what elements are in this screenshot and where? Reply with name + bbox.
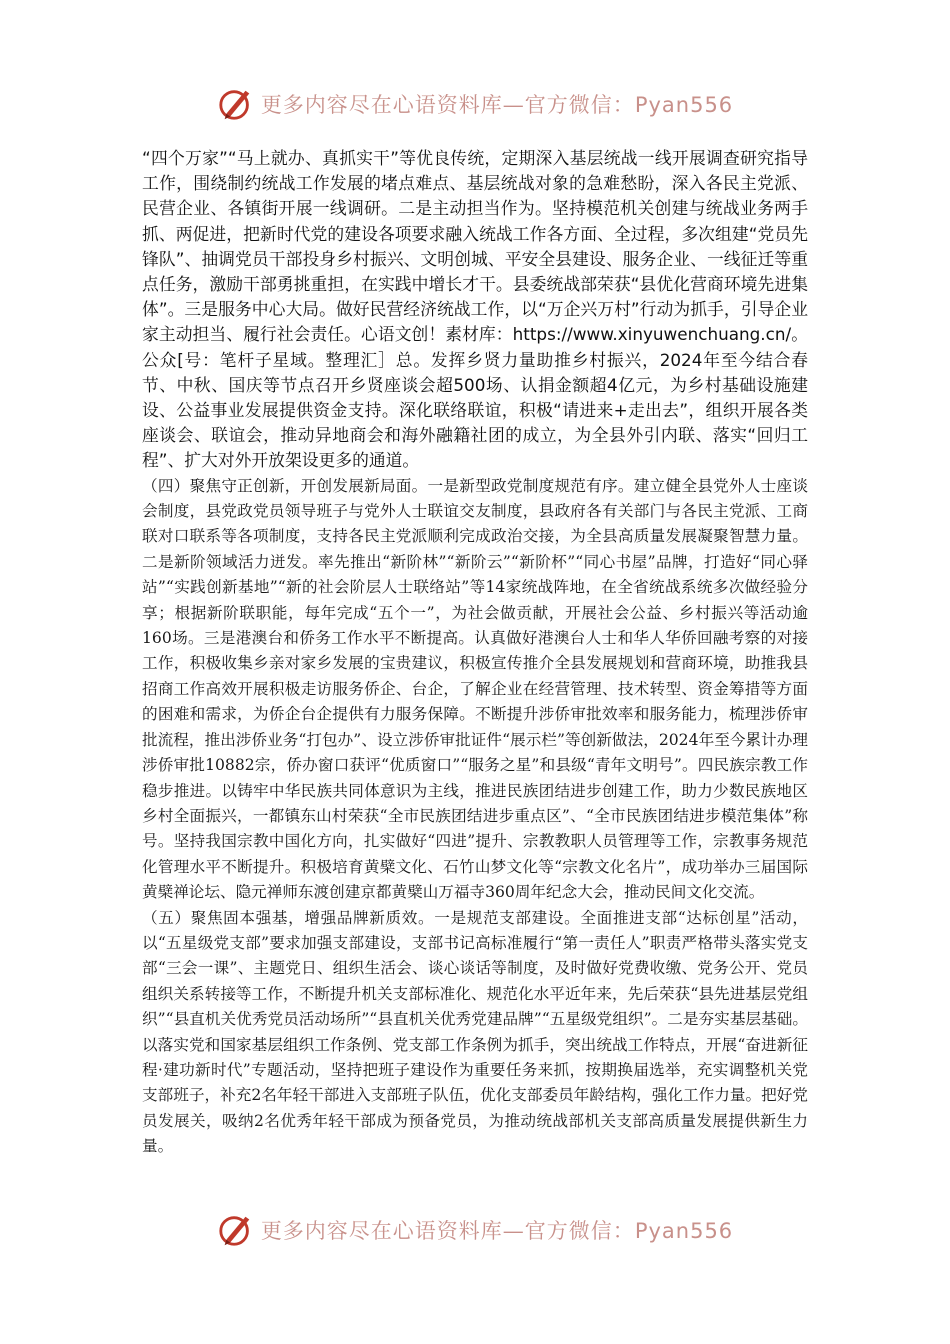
footer-wechat-id: Pyan556: [634, 1219, 734, 1243]
header-wechat-id: Pyan556: [634, 93, 734, 117]
paragraph-section-four: （四）聚焦守正创新，开创发展新局面。一是新型政党制度规范有序。建立健全县党外人士座谈会制度，县党政党员领导班子与党外人士联谊交友制度，县政府各有关部门与各民主党派、工商联对口联系等各项制度，支持各民主党派顺利完成政治交接，为全县高质量发展凝聚智慧力量。二是新阶领域活力迸发。率先推出“新阶林”“新阶云”“新阶杯”“同心书屋”品牌，打造好“同心驿站”“实践创新基地”“新的社会阶层人士联络站”等14家统战阵地，在全省统战系统多次做经验分享；根据新阶联职能，每年完成“五个一”，为社会做贡献，开展社会公益、乡村振兴等活动逾160场。三是港澳台和侨务工作水平不断提高。认真做好港澳台人士和华人华侨回融考察的对接工作，积极收集乡亲对家乡发展的宝贵建议，积极宣传推介全县发展规划和营商环境，助推我县招商工作高效开展积极走访服务侨企、台企，了解企业在经营管理、技术转型、资金筹措等方面的困难和需求，为侨企台企提供有力服务保障。不断提升涉侨审批效率和服务能力，梳理涉侨审批流程，推出涉侨业务“打包办”、设立涉侨审批证件“展示栏”等创新做法，2024年至今累计办理涉侨审批10882宗，侨办窗口获评“优质窗口”“服务之星”和县级“青年文明号”。四民族宗教工作稳步推进。以铸牢中华民族共同体意识为主线，推进民族团结进步创建工作，助力少数民族地区乡村全面振兴，一都镇东山村荣获“全市民族团结进步重点区”、“全市民族团结进步模范集体”称号。坚持我国宗教中国化方向，扎实做好“四进”提升、宗教教职人员管理等工作，宗教事务规范化管理水平不断提升。积极培育黄檗文化、石竹山梦文化等“宗教文化名片”，成功举办三届国际黄檗禅论坛、隐元禅师东渡创建京都黄檗山万福寺360周年纪念大会，推动民间文化交流。: [142, 476, 808, 902]
footer-banner-label: 更多内容尽在心语资料库—官方微信：: [260, 1219, 635, 1243]
header-banner-label: 更多内容尽在心语资料库—官方微信：: [260, 93, 635, 117]
pen-logo-icon: [217, 85, 255, 123]
pen-logo-icon: [217, 1211, 255, 1249]
document-body: [142, 146, 808, 1160]
header-banner[interactable]: [0, 84, 950, 124]
footer-banner[interactable]: [0, 1210, 950, 1250]
header-banner-text: [261, 89, 733, 119]
paragraph-section-five: （五）聚焦固本强基，增强品牌新质效。一是规范支部建设。全面推进支部“达标创星”活动，以“五星级党支部”要求加强支部建设，支部书记高标准履行“第一责任人”职责严格带头落实党支部“三会一课”、主题党日、组织生活会、谈心谈话等制度，及时做好党费收缴、党务公开、党员组织关系转接等工作，不断提升机关支部标准化、规范化水平近年来，先后荣获“县先进基层党组织”“县直机关优秀党员活动场所”“县直机关优秀党建品牌”“五星级党组织”。二是夯实基层基础。 以落实党和国家基层组织工作条例、党支部工作条例为抓手，突出统战工作特点，开展“奋进新征程·建功新时代”专题活动，坚持把班子建设作为重要任务来抓，按期换届选举，充实调整机关党支部班子，补充2名年轻干部进入支部班子队伍，优化支部委员年龄结构，强化工作力量。把好党员发展关，吸纳2名优秀年轻干部成为预备党员，为推动统战部机关支部高质量发展提供新生力量。: [142, 908, 808, 1156]
footer-banner-text: [261, 1215, 733, 1245]
paragraph-continuation: “四个万家”“马上就办、真抓实干”等优良传统，定期深入基层统战一线开展调查研究指导工作，围绕制约统战工作发展的堵点难点、基层统战对象的急难愁盼，深入各民主党派、民营企业、各镇街开展一线调研。二是主动担当作为。坚持模范机关创建与统战业务两手抓、两促进，把新时代党的建设各项要求融入统战工作各方面、全过程，多次组建“党员先锋队”、抽调党员干部投身乡村振兴、文明创城、平安全县建设、服务企业、一线征迁等重点任务，激励干部勇挑重担，在实践中增长才干。县委统战部荣获“县优化营商环境先进集体”。三是服务中心大局。做好民营经济统战工作，以“万企兴万村”行动为抓手，引导企业家主动担当、履行社会责任。心语文创！素材库：https://www.xinyuwenchuang.cn/。公众[号：笔杆子星域。整理汇］总。发挥乡贤力量助推乡村振兴，2024年至今结合春节、中秋、国庆等节点召开乡贤座谈会超500场、认捐金额超4亿元，为乡村基础设施建设、公益事业发展提供资金支持。深化联络联谊，积极“请进来+走出去”，组织开展各类座谈会、联谊会，推动异地商会和海外融籍社团的成立，为全县外引内联、落实“回归工程”、扩大对外开放架设更多的通道。: [142, 148, 808, 471]
